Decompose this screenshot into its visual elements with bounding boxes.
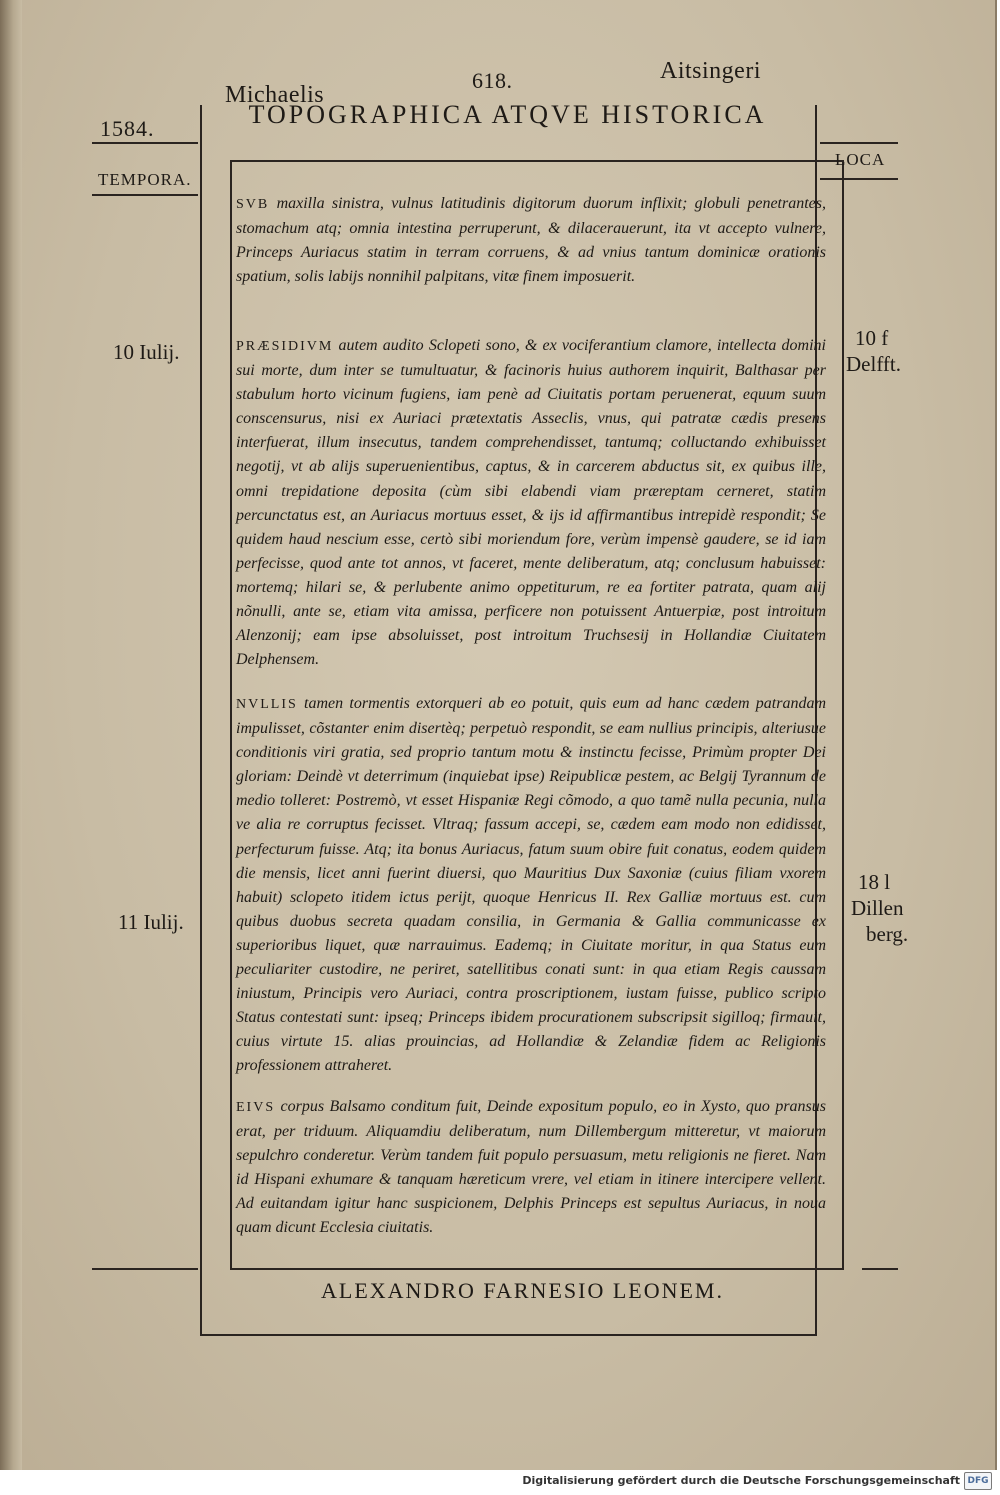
running-head-left: Michaelis: [225, 82, 325, 108]
column-head-loca: LOCA: [835, 150, 886, 169]
rule-tempora-under: [92, 194, 198, 196]
paragraph-lead: EIVS: [236, 1100, 276, 1115]
funding-credit: Digitalisierung gefördert durch die Deutsche Forschungsgemeinschaft: [522, 1474, 960, 1487]
rule-right-inner: [842, 160, 844, 1270]
page-number: 618.: [472, 68, 513, 93]
margin-place-1a: 10 f: [855, 326, 889, 350]
margin-place-2a: 18 l: [858, 870, 891, 894]
margin-place-dillen: Dillen: [851, 896, 904, 920]
rule-loca-under: [820, 178, 898, 180]
column-head-tempora: TEMPORA.: [98, 170, 192, 189]
rule-bottom-left: [92, 1268, 198, 1270]
margin-place-delfft: Delfft.: [846, 352, 902, 376]
rule-bottom: [200, 1334, 817, 1336]
rule-top-right: [820, 142, 898, 144]
rule-top-left: [92, 142, 198, 144]
paragraph-text: tamen tormentis extorqueri ab eo potuit, quis eum ad hanc cædem patrandam impulisset, cõstanter enim disertèq; perpetuò respondit, se eam nullius principis, alteriusue conditionis viri gratia, sed proprio tantum motu & instinctu fecisse, Primùm propter Dei gloriam: Deindè vt deterrimum (inquiebat ipse) Reipublicæ pestem, ac Belgij Tyrannum de medio tolleret: Postremò, vt esset Hispaniæ Regi cõmodo, a quo tamẽ nulla pecunia, nulla ve alia re corruptus fecisset. Vltraq; fassum accepi, se, cædem eam modo non edidisset, perfecturum fuisse. Atq; ita bonus Auriacus, fatum suum obire fuit conatus, eodem quidem die mensis, licet anni fuerint diuersi, quo Mauritius Dux Saxoniæ (cuius filiam vxorem habuit) sclopeto itidem ictus perijt, quoque Henricus II. Rex Galliæ mortuus est. cum quibus duobus secreta quadam consilia, in Germania & Gallia communicasse ex superioribus liquet, quæ narrauimus. Eademq; in Ciuitate moritur, in qua Status eum peculiariter custodire, ne periret, satellitibus conati sunt: in qua etiam Regis caussam iniustum, Principis vero Auriaci, contra proscriptionem, iustam fuisse, publico scripto Status contestati sunt: ipseq; Princeps ibidem procurationem subscripsit sigilloq; firmauit, cuius virtute 15. alias prouincias, ad Hollandiæ & Zelandiæ fidem ac Religionis professionem attraheret.: [236, 695, 826, 1075]
paragraph-2: [236, 334, 826, 672]
rule-bottom-right: [862, 1268, 898, 1270]
paragraph-4: [236, 1095, 826, 1241]
dfg-logo-icon: DFG: [964, 1472, 992, 1490]
rule-left-inner: [230, 160, 232, 1270]
margin-date-10-iulij: 10 Iulij.: [113, 340, 180, 364]
paragraph-3: [236, 692, 826, 1079]
rule-text-bottom: [230, 1268, 843, 1270]
paragraph-lead: SVB: [236, 197, 270, 212]
margin-date-11-iulij: 11 Iulij.: [118, 910, 184, 934]
running-head-right: Aitsingeri: [660, 58, 761, 84]
paragraph-text: autem audito Sclopeti sono, & ex vociferantium clamore, intellecta domini sui morte, dum inter se tumultuatur, & facinoris huius authorem inquirit, Balthasar per stabulum horto vicinum fugiens, iam penè ad Ciuitatis portam peruenerat, equum suum conscensurus, nisi ex Auriaci prætextatis Asseclis, vnus, qui patratæ cædis presens interfuerat, illum insecutus, tandem comprehendisset, tantumq; colluctando exhibuisset negotij, vt ab alijs superuenientibus, captus, & in carcerem abductus sit, ex quibus ille, omni trepidatione deposita (cùm sibi elabendi viam præreptam cerneret, statim percunctatus est, an Auriacus mortuus esset, & ijs id affirmantibus intrepidè respondit; Se quidem haud nescium esse, certò sibi moriendum fore, verùm impensè gaudere, se id iam perfecisse, quod ante tot annos, vt faceret, mente deliberatum, atq; conclusum habuisset: mortemq; hilari se, & perlubente animo oppetiturum, re ea fortiter patrata, quam alij nõnulli, ante se, etiam vita amissa, perficere non potuissent Antuerpiæ, post introitum Alenzonij; eam ipse absoluisset, post introitum Truchsesij in Hollandiæ Ciuitatem Delphensem.: [236, 337, 826, 669]
paragraph-text: corpus Balsamo conditum fuit, Deinde expositum populo, eo in Xysto, quo pransus erat, per triduum. Aliquamdiu deliberatum, num Dillembergum mitteretur, vt maiorum sepulchro conderetur. Verùm tandem fuit populo persuasum, metu religionis ne fieret. Nam id Hispani exhumare & tanquam hæreticum vrere, vel etiam in itinere intercipere vellent. Ad euitandam igitur hanc suspicionem, Delphis Princeps est sepultus Auriacus, in noua quam dicunt Ecclesia ciuitatis.: [236, 1098, 826, 1237]
year-label: 1584.: [100, 116, 155, 141]
paragraph-text: maxilla sinistra, vulnus latitudinis digitorum duorum inflixit; globuli penetrantes, stomachum atq; omnia intestina perruperunt, & dilacerauerunt, ita vt accepto vulnere, Princeps Auriacus statim in terram corruens, & ad vnius tantum dominicæ orationis spatium, solis labijs nonnihil palpitans, vitæ finem imposuerit.: [236, 195, 826, 286]
page-binding-edge: [0, 0, 22, 1470]
paragraph-lead: PRÆSIDIVM: [236, 339, 334, 354]
margin-place-berg: berg.: [866, 922, 909, 946]
paragraph-lead: NVLLIS: [236, 697, 298, 712]
rule-left-outer: [200, 105, 202, 1335]
paragraph-1: [236, 192, 826, 289]
rule-text-top: [230, 160, 843, 162]
footer-title: ALEXANDRO FARNESIO LEONEM.: [321, 1278, 724, 1303]
page-title: TOPOGRAPHICA ATQVE HISTORICA: [248, 100, 767, 129]
